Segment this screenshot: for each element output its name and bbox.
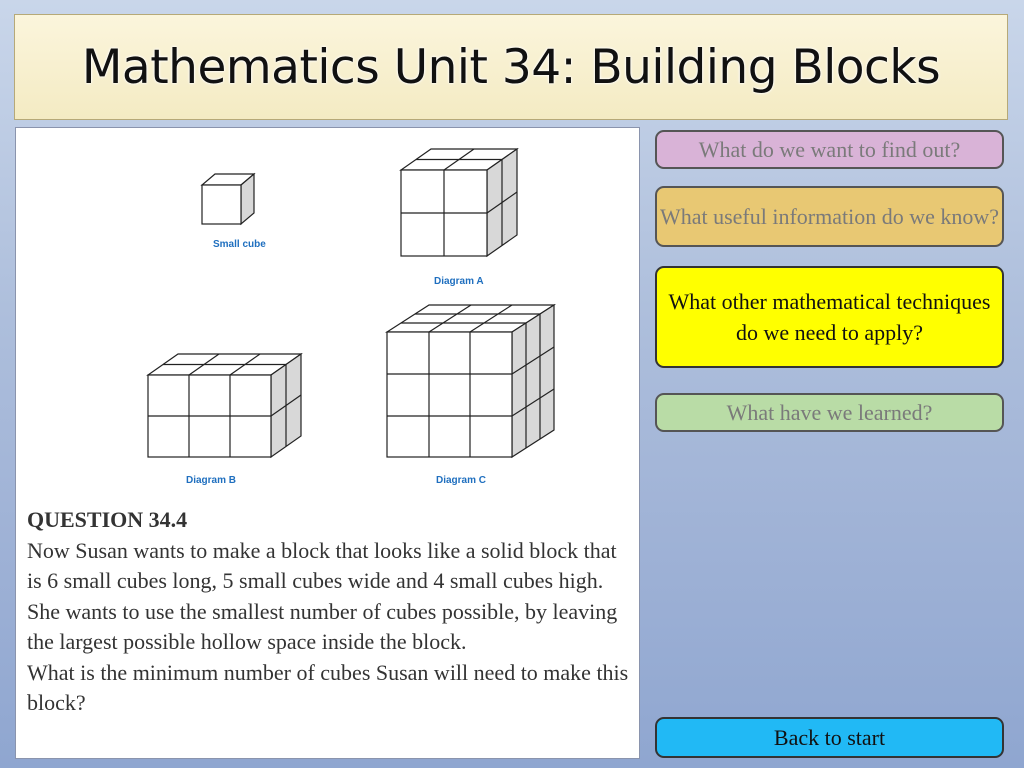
back-to-start-button[interactable]: Back to start (655, 717, 1004, 758)
learned-button[interactable]: What have we learned? (655, 393, 1004, 432)
diagram-a-label: Diagram A (434, 276, 484, 287)
title-bar (14, 14, 1008, 120)
diagram-c-label: Diagram C (436, 475, 487, 486)
question-paragraph-1: Now Susan wants to make a block that looks like a solid block that is 6 small cubes long, 5 small cubes wide and 4 small cubes high. She wants to use the smallest number of cubes possible, by leaving the largest possible hollow space inside the block. (27, 537, 618, 654)
question-paragraph-2: What is the minimum number of cubes Susan will need to make this block? (27, 659, 629, 715)
diagram-a-figure (401, 149, 517, 256)
small-cube-figure (202, 174, 254, 224)
diagram-c-figure (387, 305, 554, 457)
techniques-button[interactable]: What other mathematical techniques do we need to apply? (655, 266, 1004, 368)
question-title: QUESTION 34.4 (27, 507, 188, 532)
cube-diagrams (16, 128, 639, 498)
diagram-b-figure (148, 354, 301, 457)
useful-info-button[interactable]: What useful information do we know? (655, 186, 1004, 247)
diagram-b-label: Diagram B (186, 475, 237, 486)
small-cube-label: Small cube (213, 239, 266, 250)
question-text (27, 505, 633, 719)
question-panel (15, 127, 640, 759)
find-out-button[interactable]: What do we want to find out? (655, 130, 1004, 169)
page-title: Mathematics Unit 34: Building Blocks (81, 39, 941, 95)
